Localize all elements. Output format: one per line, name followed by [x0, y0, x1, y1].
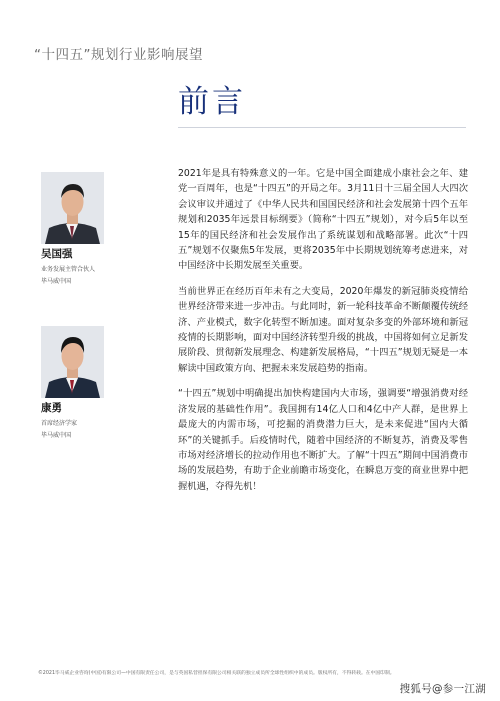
author-profile-2: [41, 326, 166, 439]
author-photo: [41, 172, 104, 244]
author-org: 毕马威中国: [41, 432, 72, 439]
author-name: 康勇: [41, 402, 62, 414]
source-watermark: 搜狐号@参一江湖: [399, 683, 486, 695]
report-header: “十四五”规划行业影响展望: [34, 47, 203, 63]
author-photo: [41, 326, 104, 398]
foreword-paragraph: 2021年是具有特殊意义的一年。它是中国全面建成小康社会之年、建党一百周年，也是“十四五”的开局之年。3月11日十三届全国人大四次会议审议并通过了《中华人民共和国国民经济和社会发展第十四个五年规划和2035年远景目标纲要》（简称“十四五”规划），对今后5年以至15年的国民经济和社会发展作出了系统谋划和战略部署。此次“十四五”规划不仅聚焦5年发展，更将2035年中长期规划统筹考虑进来，对中国经济中长期发展至关重要。: [178, 168, 468, 272]
author-profile-1: [41, 172, 166, 285]
page-title: 前言: [178, 84, 246, 120]
copyright-footer: ©2021毕马威企业咨询(中国)有限公司—中国有限责任公司，是与英国私营担保有限公司相关联的独立成员所全球性组织中的成员。版权所有，不得转载。在中国印制。: [38, 671, 395, 676]
author-name: 吴国强: [41, 248, 73, 260]
author-role: 首席经济学家: [41, 420, 78, 427]
foreword-paragraph: “十四五”规划中明确提出加快构建国内大市场，强调要“增强消费对经济发展的基础性作用”。我国拥有14亿人口和4亿中产人群，是世界上最庞大的内需市场，可挖掘的消费潜力巨大，是未来促进“国内大循环”的关键抓手。后疫情时代，随着中国经济的不断复苏，消费及零售市场对经济增长的拉动作用也不断扩大。了解“十四五”期间中国消费市场的发展趋势，有助于企业前瞻市场变化，在瞬息万变的商业世界中把握机遇，夺得先机！: [178, 388, 468, 492]
title-divider: [178, 127, 466, 128]
author-role: 业务发展主管合伙人: [41, 266, 96, 273]
author-org: 毕马威中国: [41, 278, 72, 285]
foreword-body: [178, 166, 468, 504]
foreword-paragraph: 当前世界正在经历百年未有之大变局，2020年爆发的新冠肺炎疫情给世界经济带来进一步冲击。与此同时，新一轮科技革命不断颠覆传统经济、产业模式，数字化转型不断加速。面对复杂多变的外部环境和新冠疫情的长期影响，面对中国经济转型升级的挑战，中国将如何立足新发展阶段、贯彻新发展理念、构建新发展格局，“十四五”规划无疑是一本解读中国政策方向、把握未来发展趋势的指南。: [178, 285, 468, 374]
